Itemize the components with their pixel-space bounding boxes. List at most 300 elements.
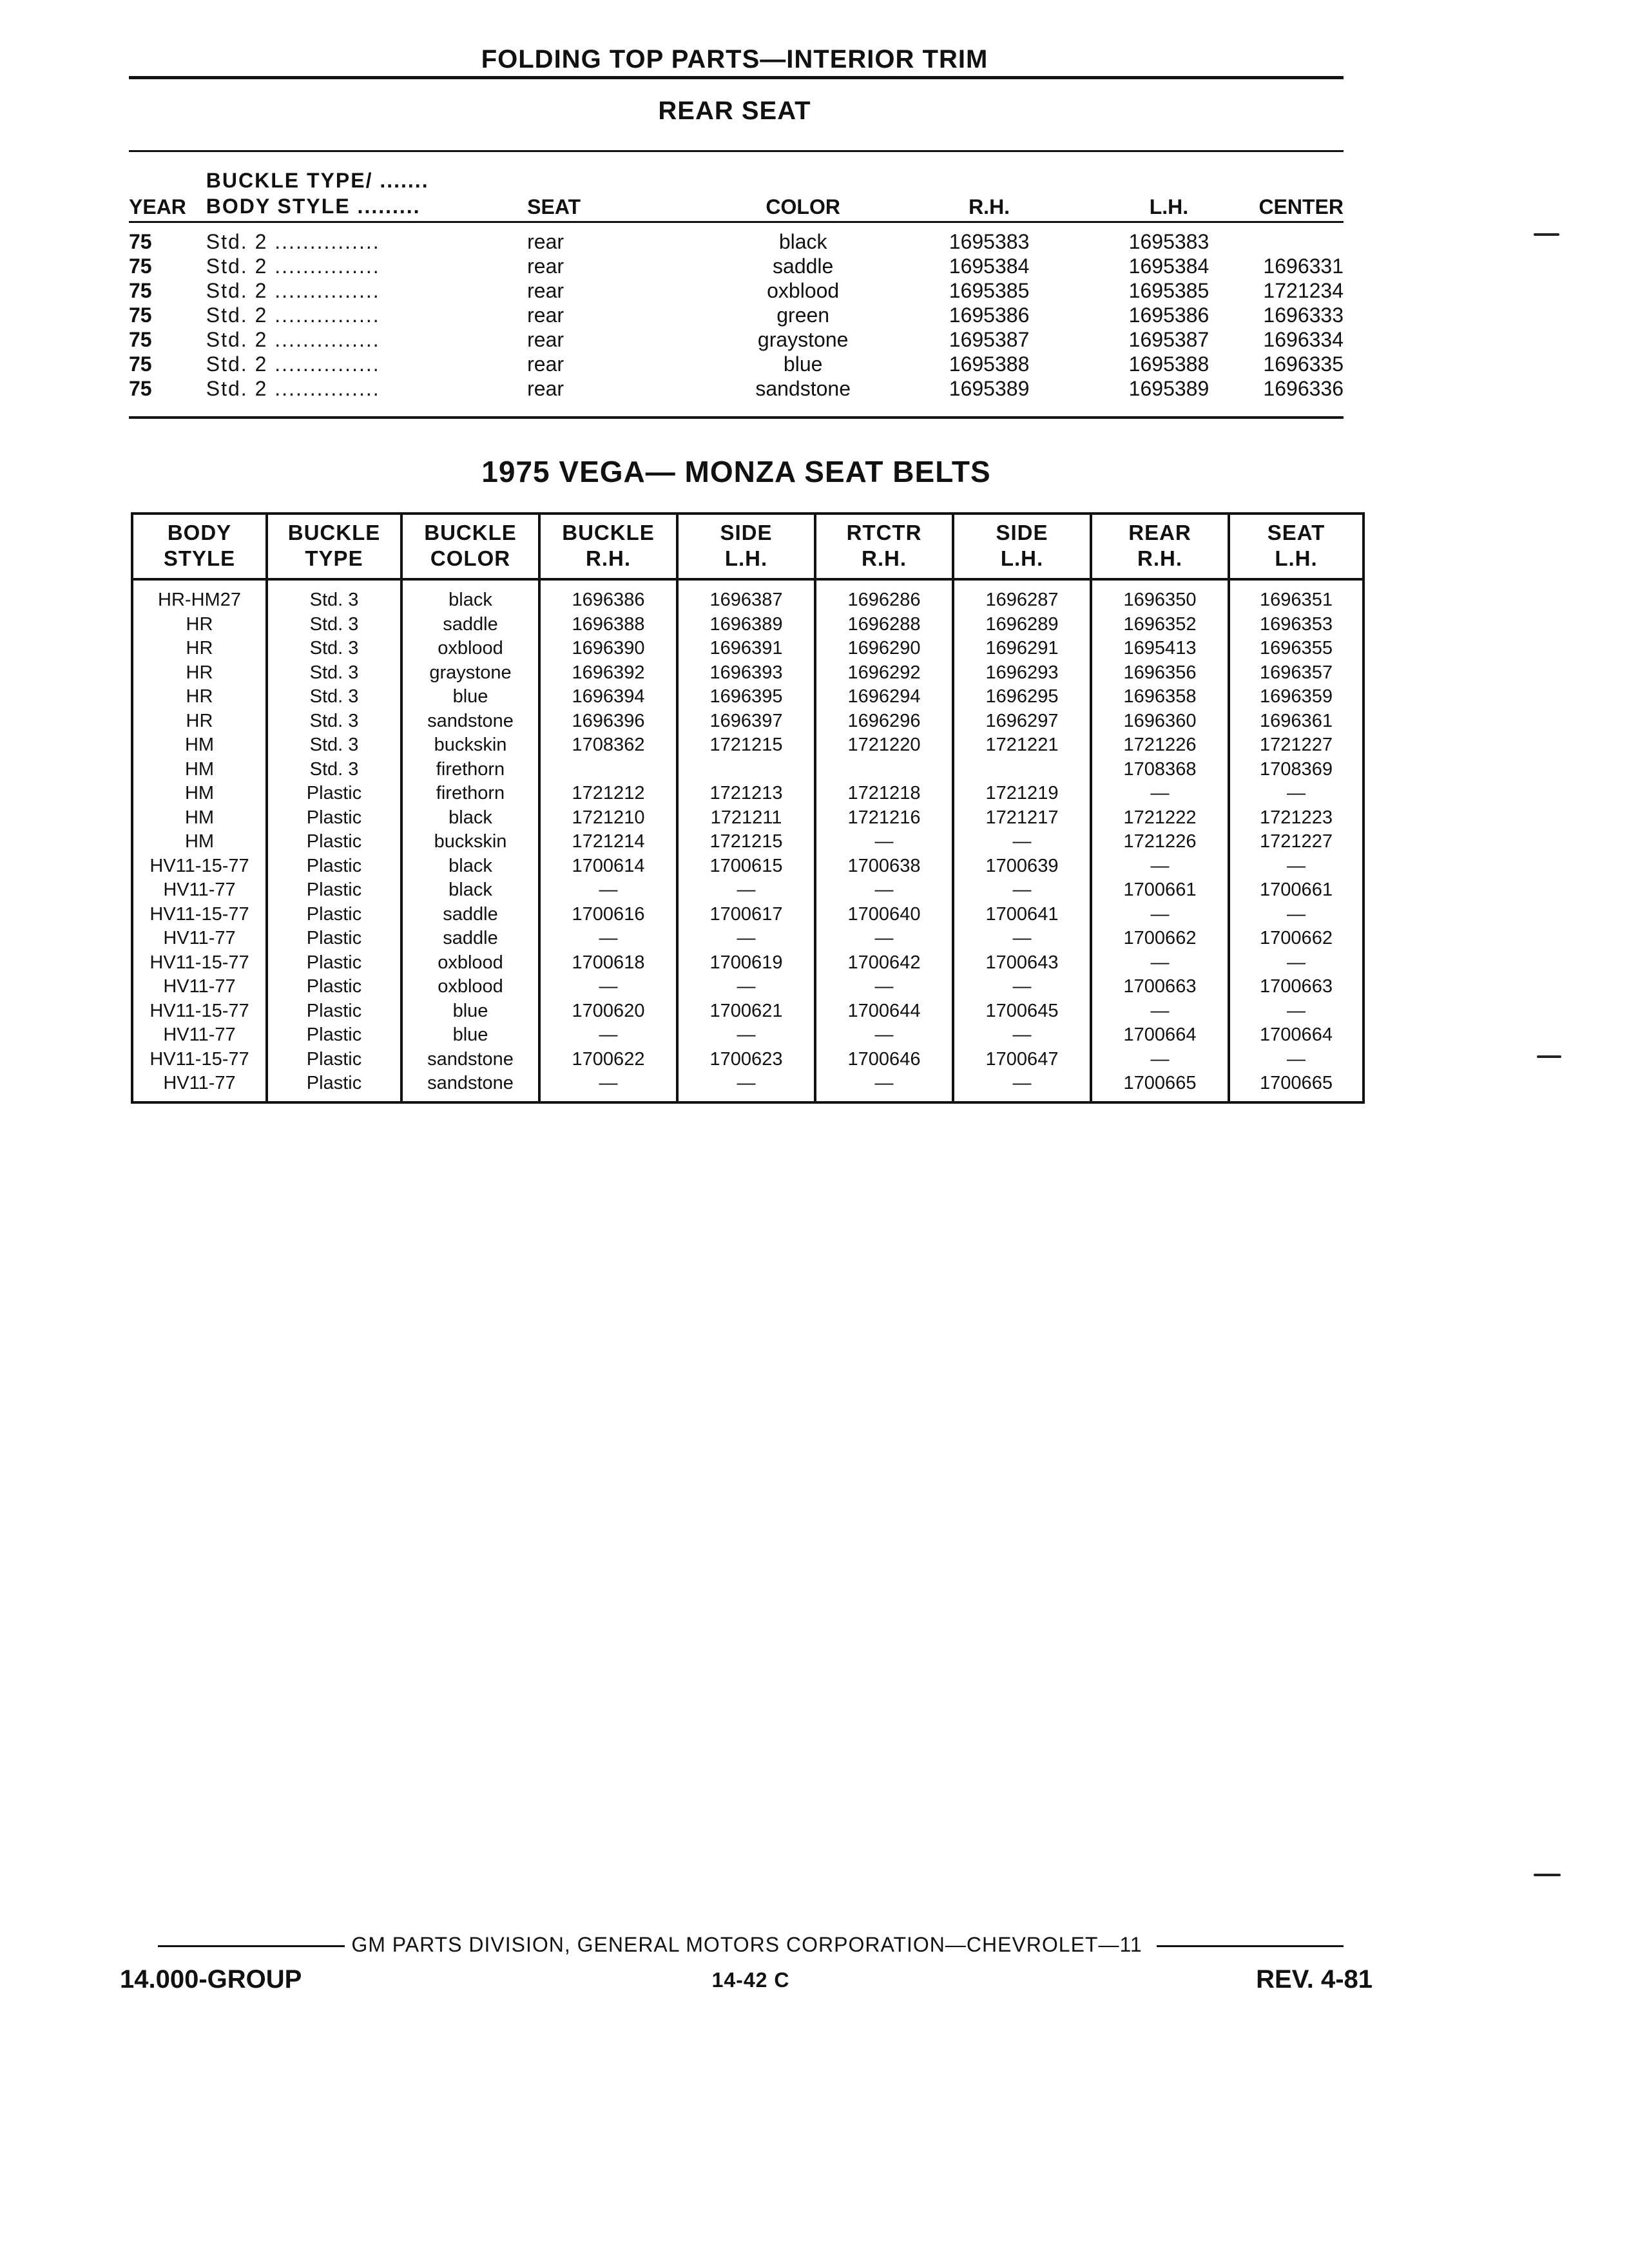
cell-rear-rh: 1700661 [1091,878,1229,903]
header-line: L.H. [1000,546,1044,570]
table-row [129,376,1344,401]
cell-body-style: HV11-77 [132,878,267,903]
header-lh: L.H. [1149,195,1189,218]
cell-side-lh: 1700623 [677,1048,815,1072]
cell-body-style: HR [132,709,267,734]
table-row [132,637,1364,661]
cell-center [1258,219,1344,254]
cell-rtctr-rh: 1696292 [815,661,953,686]
header-buckle-type: BUCKLE TYPE/ ....... [206,169,429,192]
cell-side-lh-2: — [953,1023,1091,1048]
cell-rtctr-rh: — [815,830,953,854]
table-row [132,903,1364,927]
cell-side-lh-2: 1721221 [953,733,1091,758]
cell-seat-lh: 1721227 [1229,733,1364,758]
table-row [132,999,1364,1024]
cell-rear-rh: — [1091,903,1229,927]
cell-side-lh-2: 1700641 [953,903,1091,927]
header-seat-lh [1229,514,1364,579]
cell-buckle-type: Std. 3 [267,613,401,637]
cell-buckle-rh: — [539,975,677,999]
table-row [129,352,1344,376]
cell-rh: 1695389 [949,377,1030,400]
header-line: BUCKLE [424,521,517,544]
cell-side-lh: 1696393 [677,661,815,686]
header-side-lh-2 [953,514,1091,579]
cell-lh: 1695387 [1128,328,1210,351]
cell-year: 75 [129,352,152,376]
cell-side-lh-2 [953,758,1091,782]
cell-seat-lh: 1696351 [1229,579,1364,613]
header-body-style: BODY STYLE ......... [206,195,421,218]
header-rear-rh [1091,514,1229,579]
header-line: STYLE [163,546,236,570]
cell-color: oxblood [767,279,840,302]
cell-buckle-type: Plastic [267,903,401,927]
cell-buckle-color: sandstone [401,709,539,734]
cell-body: Std. 2 ............... [206,303,380,327]
cell-seat-lh: 1721227 [1229,830,1364,854]
cell-side-lh-2: 1700643 [953,951,1091,975]
cell-buckle-rh: 1721212 [539,782,677,806]
cell-body: Std. 2 ............... [206,352,380,376]
cell-year: 75 [129,230,152,253]
cell-rtctr-rh: 1696296 [815,709,953,734]
cell-buckle-rh: — [539,1023,677,1048]
cell-buckle-type: Plastic [267,927,401,951]
cell-body-style: HV11-15-77 [132,951,267,975]
cell-buckle-rh: 1708362 [539,733,677,758]
cell-rtctr-rh: 1696288 [815,613,953,637]
cell-buckle-rh: 1696392 [539,661,677,686]
cell-buckle-type: Plastic [267,951,401,975]
cell-seat-lh: 1696361 [1229,709,1364,734]
cell-side-lh: — [677,878,815,903]
rear-seat-table [129,155,1344,401]
cell-seat-lh: 1696355 [1229,637,1364,661]
cell-color: green [776,303,830,327]
cell-body-style: HV11-15-77 [132,903,267,927]
cell-year: 75 [129,377,152,400]
cell-rear-rh: 1721226 [1091,733,1229,758]
cell-lh: 1695384 [1128,255,1210,278]
header-line: RTCTR [846,521,922,544]
cell-buckle-color: black [401,878,539,903]
cell-rear-rh: — [1091,999,1229,1024]
cell-side-lh-2: 1721219 [953,782,1091,806]
cell-lh: 1695389 [1128,377,1210,400]
cell-body: Std. 2 ............... [206,255,380,278]
cell-rear-rh: 1696352 [1091,613,1229,637]
table-row [132,685,1364,709]
header-line: TYPE [305,546,363,570]
header-buckle-type [267,514,401,579]
footer-rule-right [1157,1945,1344,1947]
header-buckle-rh [539,514,677,579]
cell-buckle-color: graystone [401,661,539,686]
cell-buckle-type: Plastic [267,999,401,1024]
cell-body-style: HM [132,782,267,806]
cell-seat-lh: — [1229,951,1364,975]
cell-seat-lh: 1708369 [1229,758,1364,782]
cell-side-lh: — [677,1072,815,1102]
seat-belts-header-row [132,514,1364,579]
cell-side-lh-2: 1696287 [953,579,1091,613]
cell-buckle-color: sandstone [401,1048,539,1072]
cell-buckle-color: blue [401,685,539,709]
cell-year: 75 [129,255,152,278]
cell-rtctr-rh: — [815,975,953,999]
cell-buckle-type: Std. 3 [267,758,401,782]
header-buckle-body [206,155,527,219]
cell-buckle-rh [539,758,677,782]
scan-mark [1534,233,1559,236]
header-line: R.H. [862,546,907,570]
cell-seat-lh: — [1229,999,1364,1024]
cell-seat: rear [527,303,564,327]
cell-color: black [778,230,827,253]
footer-division-line [129,1933,1373,1957]
cell-center: 1696334 [1263,328,1344,351]
footer-group: 14.000-GROUP [120,1965,302,1994]
page-title: FOLDING TOP PARTS—INTERIOR TRIM [481,45,988,73]
cell-rear-rh: 1696358 [1091,685,1229,709]
cell-buckle-rh: 1700618 [539,951,677,975]
cell-buckle-color: blue [401,1023,539,1048]
footer-page-number: 14-42 C [711,1968,790,1992]
cell-rtctr-rh: 1700642 [815,951,953,975]
cell-body: Std. 2 ............... [206,377,380,400]
cell-buckle-rh: 1696388 [539,613,677,637]
cell-seat-lh: 1700662 [1229,927,1364,951]
cell-rear-rh: 1700665 [1091,1072,1229,1102]
cell-buckle-color: firethorn [401,782,539,806]
cell-rear-rh: 1700664 [1091,1023,1229,1048]
cell-rtctr-rh: 1696290 [815,637,953,661]
header-line: BUCKLE [287,521,381,544]
header-buckle-color [401,514,539,579]
cell-body-style: HV11-77 [132,927,267,951]
cell-rh: 1695386 [949,303,1030,327]
table-row [132,709,1364,734]
cell-seat-lh: 1721223 [1229,806,1364,831]
cell-buckle-type: Plastic [267,1023,401,1048]
cell-side-lh: 1696387 [677,579,815,613]
cell-side-lh-2: 1696291 [953,637,1091,661]
cell-side-lh-2: 1696289 [953,613,1091,637]
header-line: L.H. [724,546,768,570]
cell-rtctr-rh: — [815,878,953,903]
cell-seat-lh: 1696353 [1229,613,1364,637]
cell-buckle-color: blue [401,999,539,1024]
cell-body-style: HV11-77 [132,1023,267,1048]
cell-color: sandstone [755,377,851,400]
cell-rtctr-rh: 1696286 [815,579,953,613]
cell-seat-lh: — [1229,1048,1364,1072]
cell-rtctr-rh: 1696294 [815,685,953,709]
cell-body-style: HM [132,830,267,854]
cell-rear-rh: 1695413 [1091,637,1229,661]
scan-mark [1537,1055,1561,1058]
seat-belts-title: 1975 VEGA— MONZA SEAT BELTS [481,455,991,488]
cell-center: 1721234 [1263,279,1344,302]
table-row [132,782,1364,806]
cell-rh: 1695384 [949,255,1030,278]
cell-rtctr-rh [815,758,953,782]
table-row [129,219,1344,254]
title-rule [129,76,1344,79]
cell-buckle-color: firethorn [401,758,539,782]
table-row [132,733,1364,758]
cell-body-style: HV11-15-77 [132,854,267,879]
cell-body-style: HR [132,613,267,637]
cell-rear-rh: 1700663 [1091,975,1229,999]
cell-lh: 1695386 [1128,303,1210,327]
cell-rear-rh: — [1091,1048,1229,1072]
cell-rtctr-rh: 1700640 [815,903,953,927]
cell-rear-rh: 1696350 [1091,579,1229,613]
cell-body-style: HV11-77 [132,975,267,999]
cell-side-lh: 1696395 [677,685,815,709]
cell-buckle-type: Std. 3 [267,637,401,661]
cell-buckle-type: Std. 3 [267,579,401,613]
table-row [129,278,1344,303]
cell-rear-rh: 1721222 [1091,806,1229,831]
cell-center: 1696336 [1263,377,1344,400]
cell-lh: 1695383 [1128,230,1210,253]
table-row [132,975,1364,999]
cell-seat-lh: 1700663 [1229,975,1364,999]
header-body-style [132,514,267,579]
cell-buckle-type: Plastic [267,1048,401,1072]
cell-rtctr-rh: 1700646 [815,1048,953,1072]
rear-seat-rule-bottom [129,416,1344,419]
rear-seat-header-row [129,155,1344,219]
cell-seat: rear [527,279,564,302]
cell-buckle-color: buckskin [401,830,539,854]
cell-buckle-type: Plastic [267,782,401,806]
cell-rtctr-rh: — [815,1072,953,1102]
cell-rtctr-rh: — [815,927,953,951]
rear-seat-rule-top [129,150,1344,152]
cell-body-style: HM [132,733,267,758]
cell-side-lh: 1721213 [677,782,815,806]
table-row [132,1023,1364,1048]
cell-center: 1696335 [1263,352,1344,376]
cell-buckle-rh: 1700616 [539,903,677,927]
table-row [132,806,1364,831]
cell-side-lh: 1696397 [677,709,815,734]
cell-seat-lh: — [1229,782,1364,806]
cell-buckle-color: black [401,854,539,879]
cell-center: 1696333 [1263,303,1344,327]
table-row [132,951,1364,975]
cell-buckle-color: black [401,579,539,613]
cell-side-lh [677,758,815,782]
cell-side-lh: 1721211 [677,806,815,831]
scan-mark [1534,1874,1561,1876]
cell-side-lh-2: — [953,878,1091,903]
cell-seat-lh: 1696359 [1229,685,1364,709]
cell-buckle-type: Std. 3 [267,709,401,734]
cell-buckle-rh: 1721214 [539,830,677,854]
cell-seat: rear [527,377,564,400]
cell-buckle-color: saddle [401,927,539,951]
cell-rtctr-rh: 1721216 [815,806,953,831]
cell-body: Std. 2 ............... [206,279,380,302]
cell-side-lh: 1700619 [677,951,815,975]
cell-rh: 1695385 [949,279,1030,302]
cell-buckle-color: oxblood [401,975,539,999]
cell-buckle-rh: 1700614 [539,854,677,879]
cell-buckle-type: Std. 3 [267,733,401,758]
cell-seat: rear [527,328,564,351]
cell-rear-rh: 1696356 [1091,661,1229,686]
cell-body-style: HR [132,637,267,661]
cell-rh: 1695387 [949,328,1030,351]
table-row [129,303,1344,327]
cell-buckle-rh: — [539,1072,677,1102]
cell-rear-rh: 1708368 [1091,758,1229,782]
cell-rear-rh: 1721226 [1091,830,1229,854]
cell-rtctr-rh: 1700638 [815,854,953,879]
cell-side-lh: — [677,927,815,951]
cell-buckle-type: Plastic [267,854,401,879]
cell-buckle-rh: 1696394 [539,685,677,709]
cell-rtctr-rh: — [815,1023,953,1048]
cell-rtctr-rh: 1721218 [815,782,953,806]
cell-side-lh-2: — [953,927,1091,951]
cell-rtctr-rh: 1721220 [815,733,953,758]
cell-side-lh-2: 1700647 [953,1048,1091,1072]
table-row [132,579,1364,613]
header-line: SIDE [996,521,1048,544]
table-row [132,878,1364,903]
cell-color: graystone [757,328,849,351]
header-line: REAR [1128,521,1191,544]
header-side-lh [677,514,815,579]
cell-year: 75 [129,279,152,302]
table-row [132,830,1364,854]
table-row [132,758,1364,782]
cell-buckle-color: black [401,806,539,831]
table-row [129,254,1344,278]
cell-buckle-rh: 1696390 [539,637,677,661]
cell-side-lh-2: 1700639 [953,854,1091,879]
cell-seat-lh: — [1229,854,1364,879]
cell-body-style: HV11-15-77 [132,1048,267,1072]
cell-seat: rear [527,255,564,278]
cell-rh: 1695388 [949,352,1030,376]
cell-seat: rear [527,352,564,376]
cell-lh: 1695388 [1128,352,1210,376]
cell-side-lh: 1696389 [677,613,815,637]
cell-buckle-type: Plastic [267,1072,401,1102]
cell-side-lh: 1696391 [677,637,815,661]
cell-seat-lh: 1696357 [1229,661,1364,686]
cell-side-lh: 1700617 [677,903,815,927]
cell-buckle-color: buckskin [401,733,539,758]
cell-buckle-type: Plastic [267,975,401,999]
cell-rh: 1695383 [949,230,1030,253]
cell-side-lh: — [677,1023,815,1048]
header-rtctr-rh [815,514,953,579]
cell-side-lh: 1721215 [677,733,815,758]
cell-side-lh-2: — [953,975,1091,999]
cell-buckle-color: oxblood [401,951,539,975]
cell-rtctr-rh: 1700644 [815,999,953,1024]
cell-buckle-type: Plastic [267,830,401,854]
cell-year: 75 [129,303,152,327]
table-row [132,927,1364,951]
cell-buckle-type: Plastic [267,806,401,831]
cell-color: blue [783,352,823,376]
header-line: COLOR [430,546,511,570]
rear-seat-rows [129,219,1344,401]
cell-side-lh: 1721215 [677,830,815,854]
cell-body: Std. 2 ............... [206,230,380,253]
cell-buckle-rh: — [539,878,677,903]
cell-seat: rear [527,230,564,253]
cell-seat-lh: 1700661 [1229,878,1364,903]
seat-belts-rows [132,579,1364,1102]
cell-side-lh-2: 1696293 [953,661,1091,686]
footer-rule-left [158,1945,345,1947]
table-row [132,613,1364,637]
cell-body: Std. 2 ............... [206,328,380,351]
cell-center: 1696331 [1263,255,1344,278]
cell-side-lh-2: 1696295 [953,685,1091,709]
header-line: BUCKLE [562,521,655,544]
table-row [132,1048,1364,1072]
cell-year: 75 [129,328,152,351]
footer-division: GM PARTS DIVISION, GENERAL MOTORS CORPORATION—CHEVROLET—11 [351,1933,1142,1956]
cell-buckle-type: Plastic [267,878,401,903]
cell-buckle-color: oxblood [401,637,539,661]
seat-belts-table [131,512,1365,1104]
table-row [129,327,1344,352]
section-title-rear-seat: REAR SEAT [658,97,811,125]
cell-side-lh-2: 1696297 [953,709,1091,734]
cell-side-lh-2: — [953,830,1091,854]
cell-side-lh: 1700621 [677,999,815,1024]
cell-buckle-rh: — [539,927,677,951]
cell-buckle-rh: 1696386 [539,579,677,613]
cell-buckle-color: saddle [401,613,539,637]
cell-body-style: HR [132,685,267,709]
header-line: SIDE [720,521,773,544]
header-seat: SEAT [527,195,581,218]
cell-body-style: HV11-15-77 [132,999,267,1024]
cell-rear-rh: 1696360 [1091,709,1229,734]
footer-revision: REV. 4-81 [1256,1965,1373,1994]
cell-side-lh: — [677,975,815,999]
table-row [132,1072,1364,1102]
table-row [132,854,1364,879]
cell-rear-rh: — [1091,854,1229,879]
header-line: SEAT [1267,521,1325,544]
cell-side-lh-2: 1721217 [953,806,1091,831]
header-line: L.H. [1275,546,1318,570]
header-rh: R.H. [969,195,1010,218]
table-row [132,661,1364,686]
cell-buckle-rh: 1700622 [539,1048,677,1072]
cell-buckle-color: saddle [401,903,539,927]
cell-side-lh: 1700615 [677,854,815,879]
header-year: YEAR [129,195,186,218]
cell-rear-rh: — [1091,951,1229,975]
header-center: CENTER [1258,195,1344,218]
